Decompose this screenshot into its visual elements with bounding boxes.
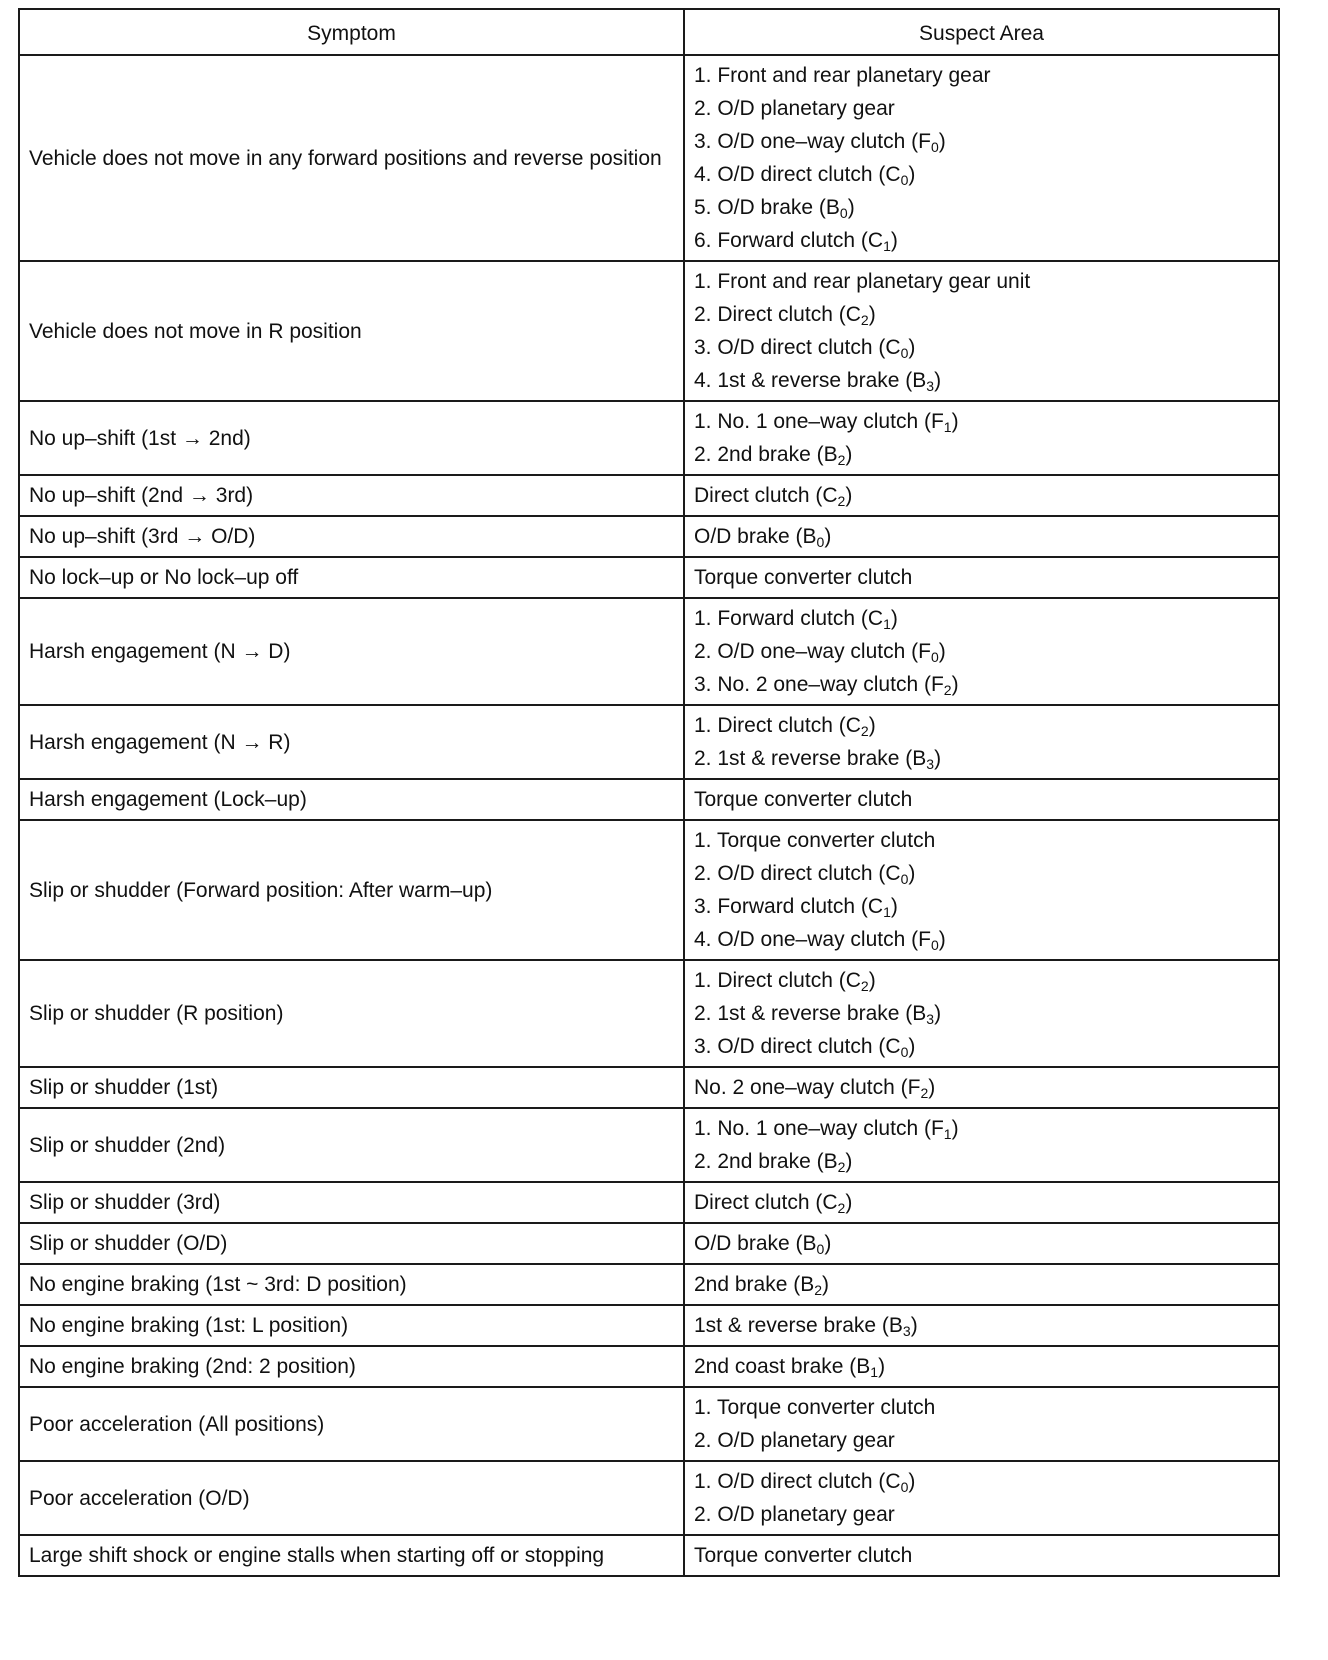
- suspect-area-cell: [684, 475, 1279, 516]
- suspect-area-cell: [684, 516, 1279, 557]
- symptom-cell: Slip or shudder (Forward position: After warm–up): [19, 820, 684, 960]
- suspect-area-cell: [684, 1182, 1279, 1223]
- suspect-area-cell: [684, 1223, 1279, 1264]
- suspect-area-item: 2. O/D direct clutch $(C_0)$: [694, 862, 916, 887]
- component-subscript: 2: [837, 1159, 846, 1175]
- component-subscript: 2: [860, 978, 869, 994]
- symptom-cell: Slip or shudder (O/D): [19, 1223, 684, 1264]
- component-subscript: 2: [837, 493, 846, 509]
- component-subscript: 0: [816, 534, 825, 550]
- table-row: [19, 1461, 1279, 1535]
- suspect-area-item: 1. No. 1 one–way clutch $(F_1)$: [694, 410, 959, 435]
- symptom-cell: No up–shift (2nd → 3rd): [19, 475, 684, 516]
- suspect-area-cell: [684, 557, 1279, 598]
- component-subscript: 0: [839, 205, 848, 221]
- component-subscript: 0: [900, 172, 909, 188]
- suspect-area-item: Torque converter clutch: [694, 788, 913, 811]
- component-subscript: 1: [883, 904, 891, 920]
- suspect-area-column-header: Suspect Area: [684, 9, 1279, 55]
- suspect-area-item: 1. Torque converter clutch: [694, 829, 936, 852]
- suspect-area-item: 2. O/D planetary gear: [694, 1429, 895, 1452]
- suspect-area-item: O/D brake $(B_0)$: [694, 525, 832, 550]
- suspect-area-item: 4. O/D one–way clutch $(F_0)$: [694, 928, 946, 953]
- component-subscript: 0: [900, 1479, 909, 1495]
- symptom-cell: No engine braking (2nd: 2 position): [19, 1346, 684, 1387]
- symptom-cell: Harsh engagement (Lock–up): [19, 779, 684, 820]
- suspect-area-item: 3. Forward clutch $(C_1)$: [694, 895, 898, 920]
- symptom-column-header: Symptom: [19, 9, 684, 55]
- symptom-cell: Vehicle does not move in R position: [19, 261, 684, 401]
- symptom-cell: Vehicle does not move in any forward positions and reverse position: [19, 55, 684, 261]
- suspect-area-cell: [684, 820, 1279, 960]
- component-subscript: 1: [883, 238, 891, 254]
- suspect-area-item: 5. O/D brake $(B_0)$: [694, 196, 855, 221]
- suspect-area-cell: [684, 261, 1279, 401]
- table-row: [19, 1387, 1279, 1461]
- suspect-area-item: O/D brake $(B_0)$: [694, 1232, 832, 1257]
- component-subscript: 0: [816, 1241, 825, 1257]
- suspect-area-item: 1. O/D direct clutch $(C_0)$: [694, 1470, 916, 1495]
- component-subscript: 1: [883, 616, 891, 632]
- table-row: [19, 1067, 1279, 1108]
- component-subscript: 3: [926, 378, 935, 394]
- table-row: [19, 1223, 1279, 1264]
- suspect-area-item: 3. O/D direct clutch $(C_0)$: [694, 336, 916, 361]
- suspect-area-item: Torque converter clutch: [694, 566, 913, 589]
- symptom-cell: No up–shift (1st → 2nd): [19, 401, 684, 475]
- suspect-area-item: 2nd brake $(B_2)$: [694, 1273, 830, 1298]
- suspect-area-item: 3. No. 2 one–way clutch $(F_2)$: [694, 673, 959, 698]
- suspect-area-item: 1. No. 1 one–way clutch $(F_1)$: [694, 1117, 959, 1142]
- suspect-area-item: 1. Direct clutch $(C_2)$: [694, 714, 876, 739]
- suspect-area-item: 1. Direct clutch $(C_2)$: [694, 969, 876, 994]
- table-row: [19, 705, 1279, 779]
- symptom-cell: No up–shift (3rd → O/D): [19, 516, 684, 557]
- table-row: [19, 401, 1279, 475]
- component-subscript: 2: [860, 723, 869, 739]
- suspect-area-item: 2. 1st & reverse brake $(B_3)$: [694, 1002, 942, 1027]
- suspect-area-item: 4. O/D direct clutch $(C_0)$: [694, 163, 916, 188]
- suspect-area-item: 1. Front and rear planetary gear: [694, 64, 991, 87]
- suspect-area-item: 2. 2nd brake $(B_2)$: [694, 443, 853, 468]
- suspect-area-cell: [684, 55, 1279, 261]
- symptom-cell: Large shift shock or engine stalls when starting off or stopping: [19, 1535, 684, 1576]
- suspect-area-item: Direct clutch $(C_2)$: [694, 484, 853, 509]
- suspect-area-item: Direct clutch $(C_2)$: [694, 1191, 853, 1216]
- suspect-area-cell: [684, 1067, 1279, 1108]
- component-subscript: 2: [814, 1282, 823, 1298]
- symptom-table: [18, 8, 1280, 1577]
- table-row: [19, 1535, 1279, 1576]
- table-row: [19, 475, 1279, 516]
- component-subscript: 1: [870, 1364, 879, 1380]
- symptom-cell: No engine braking (1st ~ 3rd: D position): [19, 1264, 684, 1305]
- suspect-area-cell: [684, 598, 1279, 705]
- suspect-area-cell: [684, 1387, 1279, 1461]
- suspect-area-item: 2. 2nd brake $(B_2)$: [694, 1150, 853, 1175]
- suspect-area-item: 2. O/D planetary gear: [694, 97, 895, 120]
- symptom-cell: Poor acceleration (O/D): [19, 1461, 684, 1535]
- component-subscript: 0: [930, 139, 939, 155]
- table-row: [19, 1182, 1279, 1223]
- suspect-area-cell: [684, 1108, 1279, 1182]
- component-subscript: 0: [930, 937, 939, 953]
- symptom-cell: Slip or shudder (3rd): [19, 1182, 684, 1223]
- symptom-cell: Harsh engagement (N → D): [19, 598, 684, 705]
- table-row: [19, 960, 1279, 1067]
- symptom-cell: No engine braking (1st: L position): [19, 1305, 684, 1346]
- symptom-cell: Poor acceleration (All positions): [19, 1387, 684, 1461]
- table-row: [19, 1264, 1279, 1305]
- component-subscript: 2: [920, 1085, 929, 1101]
- suspect-area-item: 6. Forward clutch $(C_1)$: [694, 229, 898, 254]
- table-row: [19, 261, 1279, 401]
- table-row: [19, 1346, 1279, 1387]
- suspect-area-item: 2nd coast brake $(B_1)$: [694, 1355, 886, 1380]
- suspect-area-item: 1. Front and rear planetary gear unit: [694, 270, 1031, 293]
- component-subscript: 0: [930, 649, 939, 665]
- suspect-area-item: 1. Torque converter clutch: [694, 1396, 936, 1419]
- suspect-area-cell: [684, 1461, 1279, 1535]
- component-subscript: 3: [902, 1323, 911, 1339]
- component-subscript: 2: [837, 1200, 846, 1216]
- symptom-cell: Slip or shudder (1st): [19, 1067, 684, 1108]
- suspect-area-item: 3. O/D direct clutch $(C_0)$: [694, 1035, 916, 1060]
- suspect-area-item: 3. O/D one–way clutch $(F_0)$: [694, 130, 946, 155]
- component-subscript: 0: [900, 1044, 909, 1060]
- symptom-cell: Slip or shudder (R position): [19, 960, 684, 1067]
- table-row: [19, 557, 1279, 598]
- suspect-area-cell: [684, 779, 1279, 820]
- table-row: [19, 516, 1279, 557]
- table-row: [19, 1108, 1279, 1182]
- suspect-area-item: 2. 1st & reverse brake $(B_3)$: [694, 747, 942, 772]
- table-header-row: [19, 9, 1279, 55]
- suspect-area-cell: [684, 1264, 1279, 1305]
- component-subscript: 2: [860, 312, 869, 328]
- component-subscript: 1: [943, 419, 952, 435]
- suspect-area-item: 4. 1st & reverse brake $(B_3)$: [694, 369, 942, 394]
- component-subscript: 0: [900, 345, 909, 361]
- table-row: [19, 779, 1279, 820]
- table-row: [19, 1305, 1279, 1346]
- suspect-area-cell: [684, 1305, 1279, 1346]
- suspect-area-item: 2. O/D planetary gear: [694, 1503, 895, 1526]
- table-body: [19, 55, 1279, 1576]
- suspect-area-item: 2. Direct clutch $(C_2)$: [694, 303, 876, 328]
- table-row: [19, 55, 1279, 261]
- suspect-area-cell: [684, 705, 1279, 779]
- suspect-area-item: 2. O/D one–way clutch $(F_0)$: [694, 640, 946, 665]
- component-subscript: 2: [837, 452, 846, 468]
- suspect-area-item: 1st & reverse brake $(B_3)$: [694, 1314, 918, 1339]
- suspect-area-item: Torque converter clutch: [694, 1544, 913, 1567]
- table-row: [19, 598, 1279, 705]
- component-subscript: 0: [900, 871, 909, 887]
- symptom-cell: No lock–up or No lock–up off: [19, 557, 684, 598]
- symptom-cell: Slip or shudder (2nd): [19, 1108, 684, 1182]
- component-subscript: 2: [943, 682, 952, 698]
- table-row: [19, 820, 1279, 960]
- component-subscript: 3: [926, 756, 935, 772]
- suspect-area-cell: [684, 960, 1279, 1067]
- suspect-area-cell: [684, 401, 1279, 475]
- suspect-area-cell: [684, 1346, 1279, 1387]
- component-subscript: 1: [943, 1126, 952, 1142]
- suspect-area-item: 1. Forward clutch $(C_1)$: [694, 607, 898, 632]
- suspect-area-item: No. 2 one–way clutch $(F_2)$: [694, 1076, 936, 1101]
- suspect-area-cell: [684, 1535, 1279, 1576]
- component-subscript: 3: [926, 1011, 935, 1027]
- troubleshooting-sheet: [18, 8, 1278, 1577]
- symptom-cell: Harsh engagement (N → R): [19, 705, 684, 779]
